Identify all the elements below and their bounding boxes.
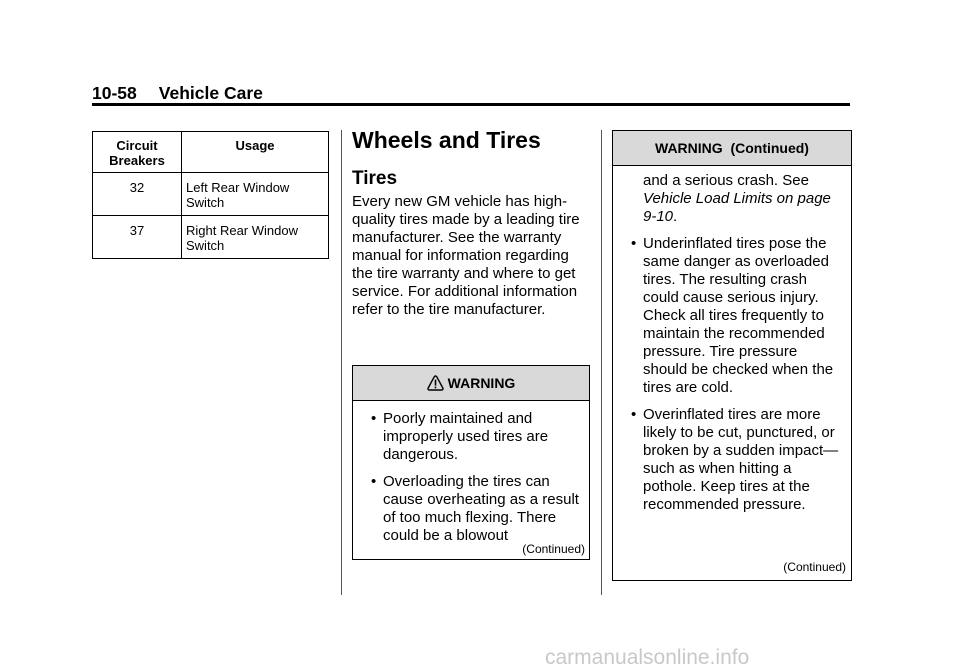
warning-header [613, 131, 851, 166]
warning-body [613, 166, 851, 514]
header-rule [92, 103, 850, 106]
section-heading: Wheels and Tires [352, 127, 541, 153]
breaker-usage: Right Rear Window Switch [182, 216, 329, 259]
table-header-usage: Usage [182, 132, 329, 173]
page-number: 10-58 [92, 83, 137, 103]
table-row [93, 173, 329, 216]
intro-paragraph: Every new GM vehicle has high-quality tires made by a leading tire manufacturer. See the warranty manual for information regarding the tire warranty and where to get service. For additional information refer to the tire manufacturer. [352, 193, 580, 318]
footer-watermark: carmanualsonline.info [545, 646, 750, 669]
bullet-text: Overloading the tires can cause overheating as a result of too much flexing. There could be a blowout [383, 473, 579, 544]
list-item: • Overinflated tires are more likely to be cut, punctured, or broken by a sudden impact— such as when hitting a pothole. Keep tires at the recommended pressure. [631, 406, 839, 513]
warning-box [352, 365, 590, 560]
warning-body [353, 401, 589, 545]
continued-label: (Continued) [522, 542, 585, 556]
continued-label: (Continued) [783, 560, 846, 574]
table-row [93, 216, 329, 259]
list-item: • Underinflated tires pose the same danger as overloaded tires. The resulting crash could cause serious injury. Check all tires frequently to maintain the recommended pressure. Tire pressure should be checked when the tires are cold. [631, 235, 834, 396]
section-title: Vehicle Care [158, 83, 263, 103]
warning-title: WARNING [447, 375, 516, 391]
table-header-breakers: Circuit Breakers [93, 132, 182, 173]
breaker-usage: Left Rear Window Switch [182, 173, 329, 216]
column-divider [341, 130, 342, 595]
breaker-number: 37 [93, 216, 182, 259]
page-reference-link[interactable]: Vehicle Load Limits on page 9-10 [643, 190, 831, 225]
warning-box-continued [612, 130, 852, 581]
circuit-breaker-table [92, 131, 329, 259]
bullet-text: Poorly maintained and improperly used tires are dangerous. [383, 410, 549, 463]
column-divider [601, 130, 602, 595]
warning-title: WARNING (Continued) [655, 140, 809, 156]
warning-header [353, 366, 589, 401]
page-header [92, 83, 263, 104]
warning-triangle-icon [427, 369, 444, 403]
list-item: • Poorly maintained and improperly used tires are dangerous. [371, 410, 549, 463]
bullet-text: Overinflated tires are more likely to be cut, punctured, or broken by a sudden impact— such as when hitting a pothole. Keep tires at the recommended pressure. [643, 406, 839, 513]
list-item: • Overloading the tires can cause overheating as a result of too much flexing. There could be a blowout [371, 473, 579, 544]
continued-text: and a serious crash. See Vehicle Load Limits on page 9-10. [643, 172, 831, 225]
subsection-heading: Tires [352, 168, 398, 189]
bullet-text: Underinflated tires pose the same danger as overloaded tires. The resulting crash could cause serious injury. Check all tires frequently to maintain the recommended pressure. Tire pressure should be checked when the tires are cold. [643, 235, 834, 396]
breaker-number: 32 [93, 173, 182, 216]
